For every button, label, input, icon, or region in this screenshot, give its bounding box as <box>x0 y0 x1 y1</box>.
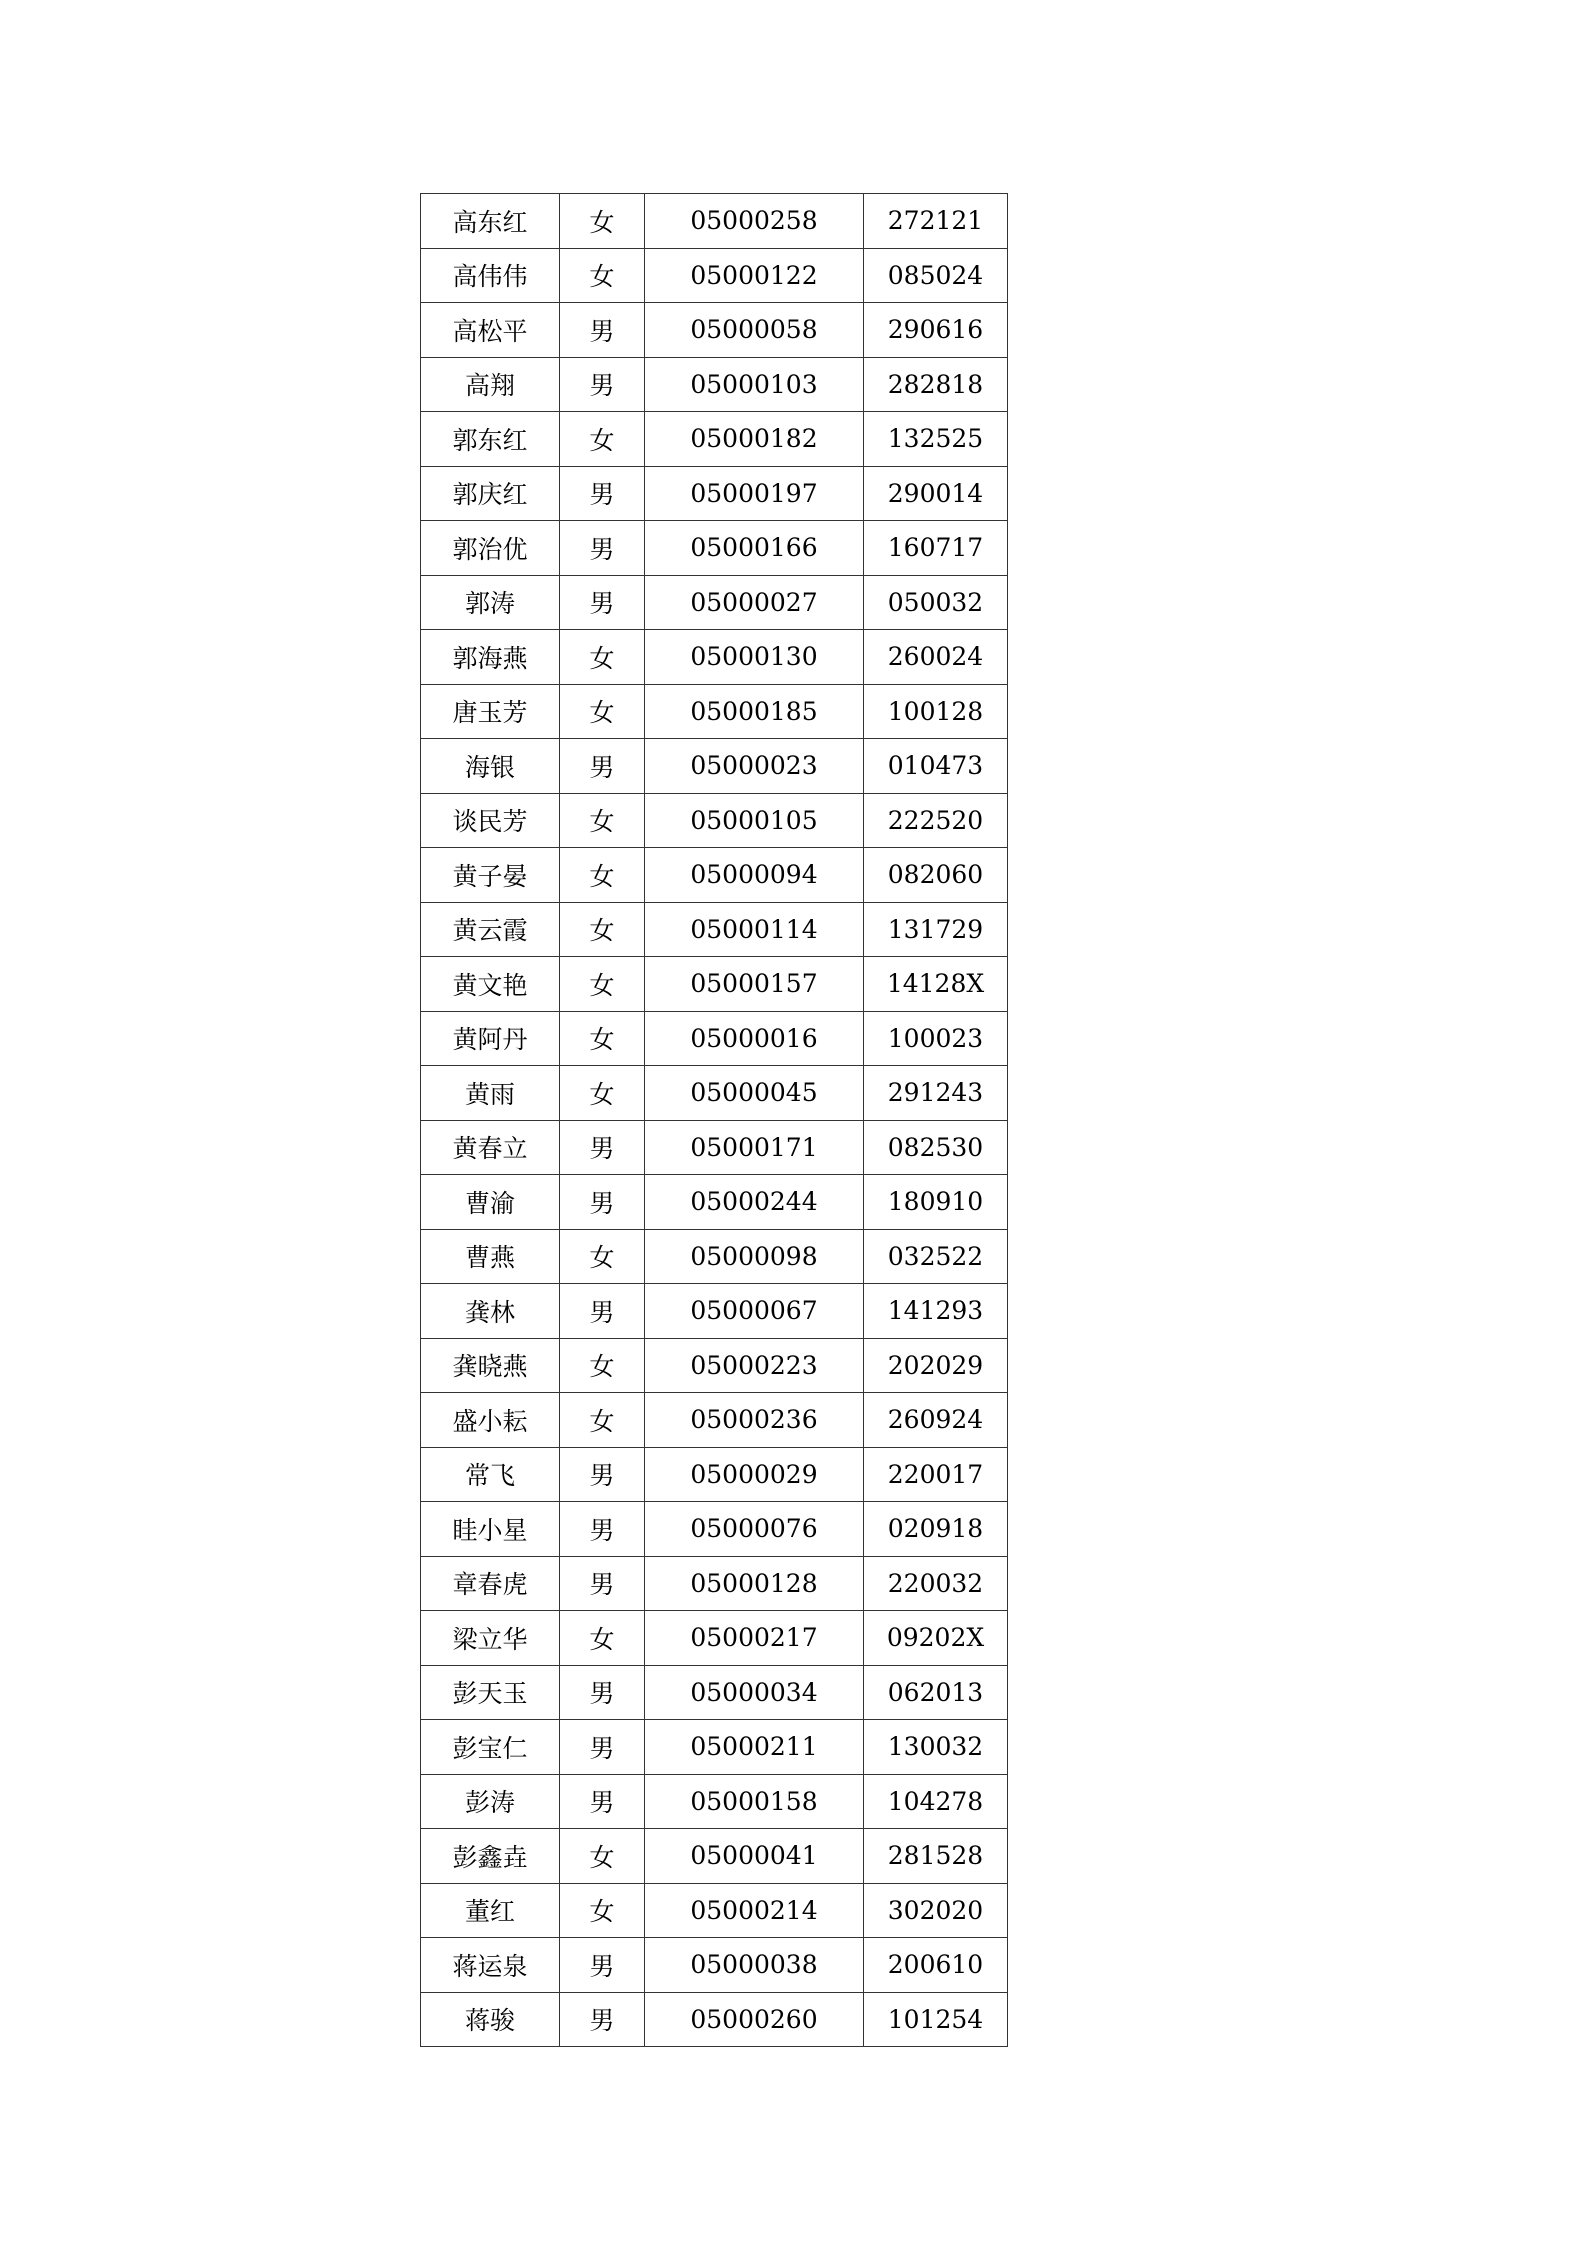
gender-cell: 男 <box>560 1720 645 1775</box>
gender-cell: 男 <box>560 1774 645 1829</box>
name-cell: 彭宝仁 <box>421 1720 560 1775</box>
table-row <box>421 1829 1008 1884</box>
exam-number-cell: 05000258 <box>645 194 864 249</box>
exam-number-cell: 05000260 <box>645 1992 864 2047</box>
table-row <box>421 1502 1008 1557</box>
name-cell: 蒋骏 <box>421 1992 560 2047</box>
gender-cell: 女 <box>560 630 645 685</box>
id-suffix-cell: 272121 <box>864 194 1008 249</box>
table-row <box>421 1120 1008 1175</box>
table-row <box>421 1883 1008 1938</box>
id-suffix-cell: 131729 <box>864 902 1008 957</box>
table-row <box>421 1774 1008 1829</box>
name-cell: 海银 <box>421 739 560 794</box>
gender-cell: 男 <box>560 739 645 794</box>
table-row <box>421 848 1008 903</box>
name-cell: 黄阿丹 <box>421 1011 560 1066</box>
id-suffix-cell: 282818 <box>864 357 1008 412</box>
gender-cell: 女 <box>560 1011 645 1066</box>
exam-number-cell: 05000217 <box>645 1611 864 1666</box>
name-cell: 常飞 <box>421 1447 560 1502</box>
id-suffix-cell: 130032 <box>864 1720 1008 1775</box>
exam-number-cell: 05000105 <box>645 793 864 848</box>
gender-cell: 女 <box>560 194 645 249</box>
name-cell: 郭海燕 <box>421 630 560 685</box>
id-suffix-cell: 010473 <box>864 739 1008 794</box>
exam-number-cell: 05000244 <box>645 1175 864 1230</box>
gender-cell: 男 <box>560 303 645 358</box>
gender-cell: 女 <box>560 1611 645 1666</box>
exam-number-cell: 05000171 <box>645 1120 864 1175</box>
name-cell: 龚晓燕 <box>421 1338 560 1393</box>
id-suffix-cell: 104278 <box>864 1774 1008 1829</box>
name-cell: 龚林 <box>421 1284 560 1339</box>
id-suffix-cell: 101254 <box>864 1992 1008 2047</box>
exam-number-cell: 05000122 <box>645 248 864 303</box>
id-suffix-cell: 291243 <box>864 1066 1008 1121</box>
id-suffix-cell: 050032 <box>864 575 1008 630</box>
exam-number-cell: 05000236 <box>645 1393 864 1448</box>
name-cell: 章春虎 <box>421 1556 560 1611</box>
gender-cell: 女 <box>560 902 645 957</box>
name-cell: 高翔 <box>421 357 560 412</box>
gender-cell: 男 <box>560 1556 645 1611</box>
name-cell: 高松平 <box>421 303 560 358</box>
exam-number-cell: 05000130 <box>645 630 864 685</box>
id-suffix-cell: 082060 <box>864 848 1008 903</box>
table-row <box>421 1066 1008 1121</box>
gender-cell: 女 <box>560 1393 645 1448</box>
id-suffix-cell: 180910 <box>864 1175 1008 1230</box>
table-row <box>421 357 1008 412</box>
name-cell: 梁立华 <box>421 1611 560 1666</box>
table-row <box>421 1175 1008 1230</box>
id-suffix-cell: 290014 <box>864 466 1008 521</box>
table-row <box>421 1284 1008 1339</box>
exam-number-cell: 05000016 <box>645 1011 864 1066</box>
gender-cell: 女 <box>560 412 645 467</box>
exam-number-cell: 05000023 <box>645 739 864 794</box>
exam-number-cell: 05000098 <box>645 1229 864 1284</box>
exam-number-cell: 05000067 <box>645 1284 864 1339</box>
exam-number-cell: 05000185 <box>645 684 864 739</box>
table-row <box>421 1992 1008 2047</box>
id-suffix-cell: 085024 <box>864 248 1008 303</box>
roster-table <box>420 193 1008 2047</box>
table-row <box>421 630 1008 685</box>
name-cell: 彭鑫垚 <box>421 1829 560 1884</box>
gender-cell: 女 <box>560 1066 645 1121</box>
table-row <box>421 1938 1008 1993</box>
exam-number-cell: 05000034 <box>645 1665 864 1720</box>
table-row <box>421 1338 1008 1393</box>
gender-cell: 女 <box>560 957 645 1012</box>
exam-number-cell: 05000076 <box>645 1502 864 1557</box>
exam-number-cell: 05000041 <box>645 1829 864 1884</box>
gender-cell: 男 <box>560 357 645 412</box>
id-suffix-cell: 14128X <box>864 957 1008 1012</box>
gender-cell: 男 <box>560 466 645 521</box>
id-suffix-cell: 281528 <box>864 1829 1008 1884</box>
name-cell: 郭治优 <box>421 521 560 576</box>
gender-cell: 女 <box>560 684 645 739</box>
table-row <box>421 1720 1008 1775</box>
name-cell: 彭天玉 <box>421 1665 560 1720</box>
id-suffix-cell: 290616 <box>864 303 1008 358</box>
gender-cell: 男 <box>560 1665 645 1720</box>
table-row <box>421 1611 1008 1666</box>
name-cell: 彭涛 <box>421 1774 560 1829</box>
name-cell: 眭小星 <box>421 1502 560 1557</box>
table-row <box>421 466 1008 521</box>
exam-number-cell: 05000029 <box>645 1447 864 1502</box>
exam-number-cell: 05000197 <box>645 466 864 521</box>
table-row <box>421 303 1008 358</box>
table-row <box>421 902 1008 957</box>
table-row <box>421 1011 1008 1066</box>
exam-number-cell: 05000211 <box>645 1720 864 1775</box>
gender-cell: 男 <box>560 575 645 630</box>
table-row <box>421 739 1008 794</box>
name-cell: 董红 <box>421 1883 560 1938</box>
table-row <box>421 793 1008 848</box>
table-row <box>421 1393 1008 1448</box>
id-suffix-cell: 260024 <box>864 630 1008 685</box>
name-cell: 郭庆红 <box>421 466 560 521</box>
gender-cell: 女 <box>560 1883 645 1938</box>
table-row <box>421 248 1008 303</box>
name-cell: 黄云霞 <box>421 902 560 957</box>
name-cell: 黄春立 <box>421 1120 560 1175</box>
id-suffix-cell: 062013 <box>864 1665 1008 1720</box>
gender-cell: 女 <box>560 848 645 903</box>
exam-number-cell: 05000027 <box>645 575 864 630</box>
table-row <box>421 575 1008 630</box>
table-row <box>421 412 1008 467</box>
id-suffix-cell: 220017 <box>864 1447 1008 1502</box>
gender-cell: 女 <box>560 248 645 303</box>
exam-number-cell: 05000158 <box>645 1774 864 1829</box>
gender-cell: 女 <box>560 1338 645 1393</box>
exam-number-cell: 05000182 <box>645 412 864 467</box>
name-cell: 黄文艳 <box>421 957 560 1012</box>
gender-cell: 女 <box>560 793 645 848</box>
gender-cell: 男 <box>560 1938 645 1993</box>
exam-number-cell: 05000045 <box>645 1066 864 1121</box>
table-row <box>421 521 1008 576</box>
name-cell: 高伟伟 <box>421 248 560 303</box>
gender-cell: 女 <box>560 1229 645 1284</box>
name-cell: 曹渝 <box>421 1175 560 1230</box>
id-suffix-cell: 09202X <box>864 1611 1008 1666</box>
gender-cell: 男 <box>560 1992 645 2047</box>
exam-number-cell: 05000223 <box>645 1338 864 1393</box>
id-suffix-cell: 141293 <box>864 1284 1008 1339</box>
table-row <box>421 1665 1008 1720</box>
table-row <box>421 1229 1008 1284</box>
id-suffix-cell: 222520 <box>864 793 1008 848</box>
id-suffix-cell: 160717 <box>864 521 1008 576</box>
id-suffix-cell: 100023 <box>864 1011 1008 1066</box>
id-suffix-cell: 220032 <box>864 1556 1008 1611</box>
exam-number-cell: 05000166 <box>645 521 864 576</box>
name-cell: 盛小耘 <box>421 1393 560 1448</box>
name-cell: 蒋运泉 <box>421 1938 560 1993</box>
id-suffix-cell: 202029 <box>864 1338 1008 1393</box>
name-cell: 唐玉芳 <box>421 684 560 739</box>
exam-number-cell: 05000214 <box>645 1883 864 1938</box>
table-row <box>421 957 1008 1012</box>
exam-number-cell: 05000114 <box>645 902 864 957</box>
id-suffix-cell: 200610 <box>864 1938 1008 1993</box>
gender-cell: 男 <box>560 1502 645 1557</box>
id-suffix-cell: 032522 <box>864 1229 1008 1284</box>
exam-number-cell: 05000058 <box>645 303 864 358</box>
gender-cell: 男 <box>560 1447 645 1502</box>
table-row <box>421 1447 1008 1502</box>
gender-cell: 男 <box>560 521 645 576</box>
exam-number-cell: 05000094 <box>645 848 864 903</box>
exam-number-cell: 05000103 <box>645 357 864 412</box>
table-row <box>421 684 1008 739</box>
name-cell: 郭涛 <box>421 575 560 630</box>
gender-cell: 男 <box>560 1175 645 1230</box>
id-suffix-cell: 260924 <box>864 1393 1008 1448</box>
id-suffix-cell: 132525 <box>864 412 1008 467</box>
exam-number-cell: 05000157 <box>645 957 864 1012</box>
name-cell: 谈民芳 <box>421 793 560 848</box>
name-cell: 黄子晏 <box>421 848 560 903</box>
exam-number-cell: 05000128 <box>645 1556 864 1611</box>
name-cell: 郭东红 <box>421 412 560 467</box>
id-suffix-cell: 100128 <box>864 684 1008 739</box>
exam-number-cell: 05000038 <box>645 1938 864 1993</box>
table-row <box>421 1556 1008 1611</box>
name-cell: 曹燕 <box>421 1229 560 1284</box>
table-row <box>421 194 1008 249</box>
name-cell: 高东红 <box>421 194 560 249</box>
roster-table-body <box>421 194 1008 2047</box>
id-suffix-cell: 020918 <box>864 1502 1008 1557</box>
name-cell: 黄雨 <box>421 1066 560 1121</box>
gender-cell: 男 <box>560 1120 645 1175</box>
id-suffix-cell: 082530 <box>864 1120 1008 1175</box>
id-suffix-cell: 302020 <box>864 1883 1008 1938</box>
gender-cell: 男 <box>560 1284 645 1339</box>
gender-cell: 女 <box>560 1829 645 1884</box>
